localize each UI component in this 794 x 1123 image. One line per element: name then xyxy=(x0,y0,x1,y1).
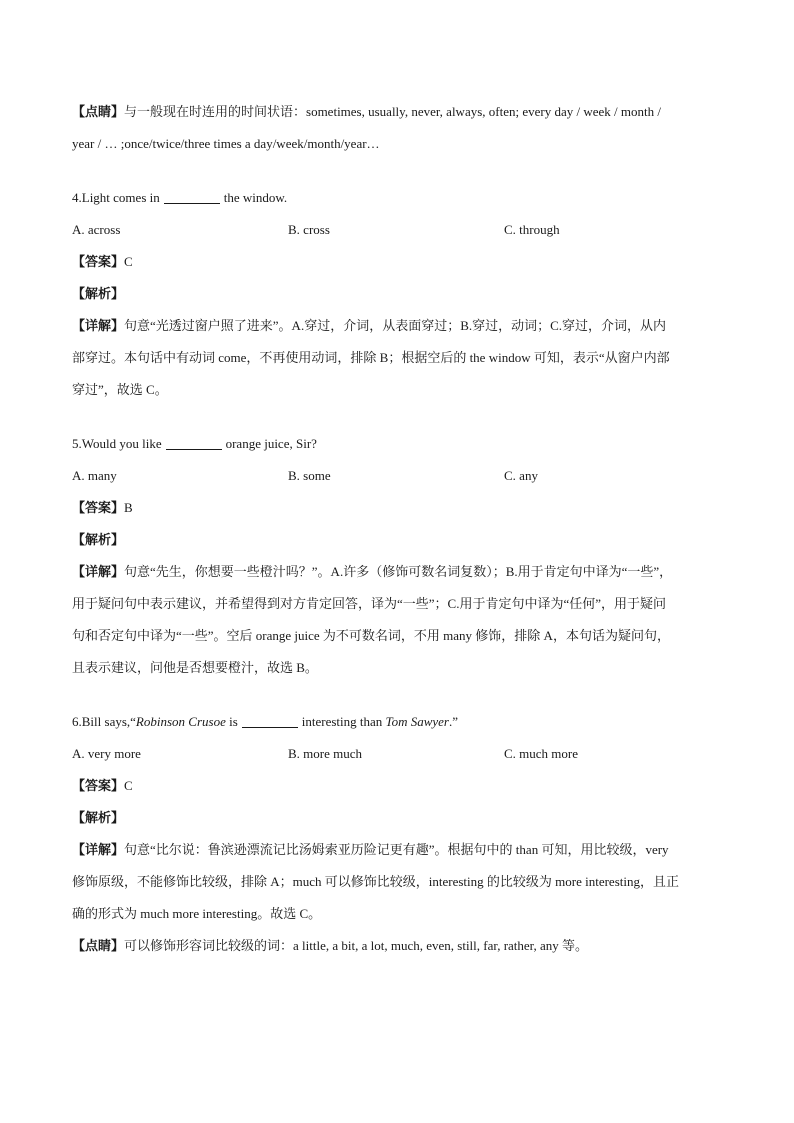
note-text-line2: year / … ;once/twice/three times a day/week/month/year… xyxy=(72,136,380,151)
option-b: B. cross xyxy=(288,222,330,237)
option-a: A. many xyxy=(72,468,117,483)
option-c: C. through xyxy=(504,222,560,237)
detail-text: 句意“先生，你想要一些橙汁吗？”。A.许多（修饰可数名词复数）；B.用于肯定句中译为“一些”， xyxy=(124,564,673,579)
detail-text: 句意“光透过窗户照了进来”。A.穿过，介词，从表面穿过；B.穿过，动词；C.穿过，介词，从内 xyxy=(124,318,667,333)
detail-tag: 【详解】 xyxy=(72,564,125,579)
option-a: A. very more xyxy=(72,746,141,761)
question-4 xyxy=(72,182,727,214)
question-6-verb: is xyxy=(229,714,238,729)
question-4-suffix: the window. xyxy=(223,190,288,205)
book-title: Robinson Crusoe xyxy=(135,714,226,729)
question-4-prefix: 4.Light comes in xyxy=(72,190,160,205)
option-a: A. across xyxy=(72,222,121,237)
question-6-options xyxy=(72,738,727,770)
detail-tag: 【详解】 xyxy=(72,842,125,857)
note-text: 可以修饰形容词比较级的词：a little, a bit, a lot, much, even, still, far, rather, any 等。 xyxy=(124,938,588,953)
note-paragraph xyxy=(72,96,727,128)
answer-value: C xyxy=(124,778,133,793)
detail-text: 部穿过。本句话中有动词 come，不再使用动词，排除 B；根据空后的 the window 可知，表示“从窗户内部 xyxy=(72,350,670,365)
question-5-options xyxy=(72,460,727,492)
note-tag: 【点睛】 xyxy=(72,938,125,953)
answer-blank xyxy=(164,189,220,204)
note-tag: 【点睛】 xyxy=(72,104,125,119)
question-4-options xyxy=(72,214,727,246)
detail-text: 句意“比尔说：鲁滨逊漂流记比汤姆索亚历险记更有趣”。根据句中的 than 可知，用比较级，very xyxy=(124,842,669,857)
question-6-suffix: interesting than xyxy=(301,714,383,729)
detail-text: 穿过”，故选 C。 xyxy=(72,382,168,397)
answer-tag: 【答案】 xyxy=(72,500,125,515)
detail-tag: 【详解】 xyxy=(72,318,125,333)
note-line xyxy=(72,930,727,962)
detail-text: 确的形式为 much more interesting。故选 C。 xyxy=(72,906,322,921)
question-5 xyxy=(72,428,727,460)
book-title: Tom Sawyer xyxy=(385,714,449,729)
document-page xyxy=(72,96,727,962)
analysis-tag: 【解析】 xyxy=(72,532,125,547)
option-c: C. much more xyxy=(504,746,579,761)
analysis-tag: 【解析】 xyxy=(72,810,125,825)
detail-text: 用于疑问句中表示建议，并希望得到对方肯定回答，译为“一些”；C.用于肯定句中译为“任何”，用于疑问 xyxy=(72,596,667,611)
answer-value: B xyxy=(124,500,133,515)
answer-tag: 【答案】 xyxy=(72,778,125,793)
question-6 xyxy=(72,706,727,738)
answer-blank xyxy=(242,713,298,728)
option-c: C. any xyxy=(504,468,538,483)
detail-text: 且表示建议，问他是否想要橙汁，故选 B。 xyxy=(72,660,318,675)
detail-line xyxy=(72,834,727,866)
answer-blank xyxy=(166,435,222,450)
option-b: B. more much xyxy=(288,746,363,761)
question-6-end: .” xyxy=(448,714,459,729)
answer-line xyxy=(72,246,727,278)
answer-value: C xyxy=(124,254,133,269)
question-5-suffix: orange juice, Sir? xyxy=(225,436,317,451)
note-text-line1: 与一般现在时连用的时间状语：sometimes, usually, never, always, often; every day / week / month / xyxy=(124,104,661,119)
question-6-prefix: 6.Bill says,“ xyxy=(72,714,136,729)
answer-tag: 【答案】 xyxy=(72,254,125,269)
option-b: B. some xyxy=(288,468,331,483)
detail-text: 句和否定句中译为“一些”。空后 orange juice 为不可数名词，不用 many 修饰，排除 A，本句话为疑问句， xyxy=(72,628,670,643)
analysis-tag: 【解析】 xyxy=(72,286,125,301)
question-5-prefix: 5.Would you like xyxy=(72,436,162,451)
answer-line xyxy=(72,770,727,802)
detail-line xyxy=(72,556,727,588)
detail-line xyxy=(72,310,727,342)
detail-text: 修饰原级，不能修饰比较级，排除 A；much 可以修饰比较级，interesting 的比较级为 more interesting，且正 xyxy=(72,874,679,889)
answer-line xyxy=(72,492,727,524)
